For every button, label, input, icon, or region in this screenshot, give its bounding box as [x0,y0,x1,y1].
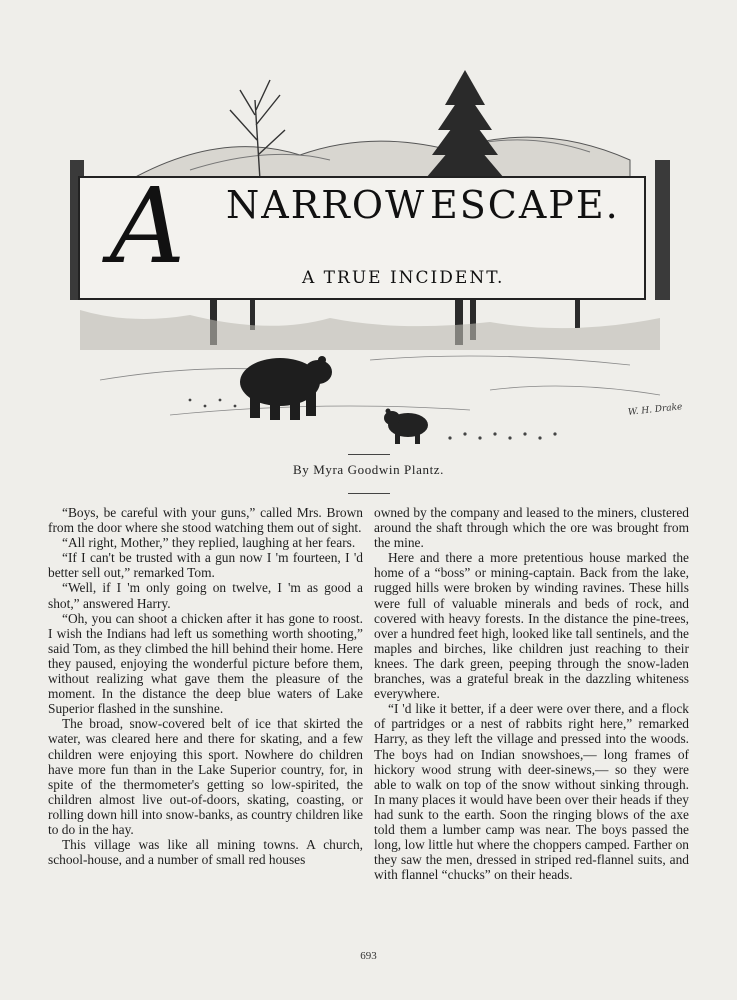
paragraph: The broad, snow-covered belt of ice that skirted the water, was cleared here and there for skating, and a few children were enjoying this sport. Nowhere do children have more fun than in the Lake Superior country, for, in spite of the thermometer's getting so low-spirited, the children almost live out-of-doors, skating, coasting, or rolling down hill into snow-banks, as country children like to do in the hay. [48,716,363,837]
byline-rule-bottom [348,493,390,494]
byline-rule-top [348,454,390,455]
paragraph: owned by the company and leased to the miners, clustered around the shaft through which the ore was brought from the mine. [374,505,689,551]
byline: By Myra Goodwin Plantz. [292,462,444,477]
paragraph: “Boys, be careful with your guns,” called Mrs. Brown from the door where she stood watching them out of sight. [48,505,363,536]
article-column-left [48,505,363,867]
artist-signature: W. H. Drake [627,402,683,418]
paragraph: “If I can't be trusted with a gun now I 'm fourteen, I 'd better sell out,” remarked Tom. [48,550,363,581]
paragraph: This village was like all mining towns. A church, school-house, and a number of small red houses [48,837,363,868]
title-word-narrow: NARROW [226,183,427,227]
article-column-right [374,505,689,882]
title-word-escape: ESCAPE. [430,183,620,227]
paragraph: “Oh, you can shoot a chicken after it has gone to roost. I wish the Indians had left us something worth shooting,” said Tom, as they climbed the hill behind their home. Here they paused, enjoying the wonderful picture before them, without realizing what gave them the pleasure of the moment. In the distance the deep blue waters of Lake Superior flashed in the sunshine. [48,610,363,717]
paragraph: “Well, if I 'm only going on twelve, I 'm as good a shot,” answered Harry. [48,580,363,611]
paragraph: Here and there a more pretentious house marked the home of a “boss” or mining-captain. Back from the lake, rugged hills were broken by winding ravines. These hills were full of valuable minerals and beds of rock, and covered with heavy forests. In the distance the pine-trees, over a hundred feet high, looked like tall sentinels, and the maples and birches, like children just reaching to their knees. The dark green, peeping through the snow-laden branches, was a grateful break in the dazzling whiteness everywhere. [374,550,689,702]
article-subtitle: A TRUE INCIDENT. [302,268,505,288]
paragraph: “I 'd like it better, if a deer were over there, and a flock of partridges or a nest of rabbits right here,” remarked Harry, as they left the village and pressed into the woods. The boys had on Indian snowshoes,— long frames of hickory wood strung with deer-sinews,— so they were able to walk on top of the snow without sinking through. In many places it would have been over their heads if they had sunk to the earth. Soon the ringing blows of the axe told them a lumber camp was near. The boys passed the long, low little hut where the choppers camped. Farther on they saw the men, dressed in striped red-flannel suits, and with flannel “chucks” on their heads. [374,701,689,883]
page-number: 693 [360,950,377,962]
paragraph: “All right, Mother,” they replied, laughing at her fears. [62,535,356,551]
title-initial: A [110,165,186,287]
title-panel [78,165,646,300]
